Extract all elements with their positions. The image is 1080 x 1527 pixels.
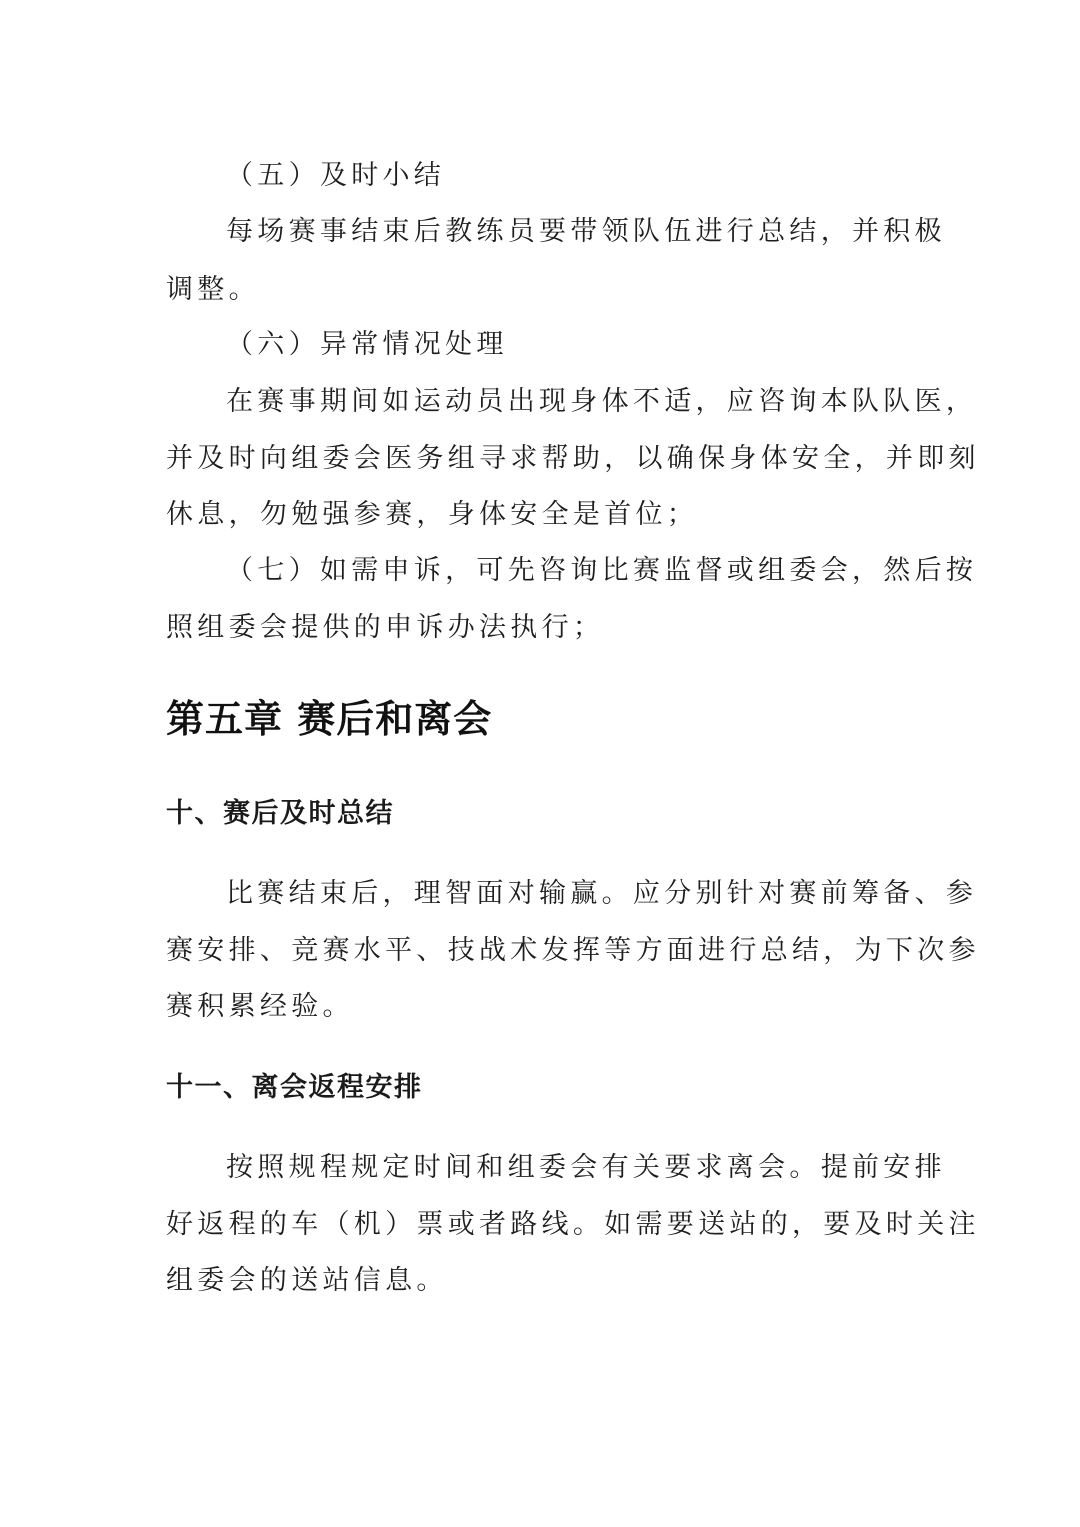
chapter-title: 第五章 赛后和离会 bbox=[166, 697, 493, 741]
paragraph-line: 照组委会提供的申诉办法执行； bbox=[166, 612, 605, 643]
paragraph-line: 并及时向组委会医务组寻求帮助，以确保身体安全，并即刻 bbox=[166, 443, 980, 474]
paragraph-line: 休息，勿勉强参赛，身体安全是首位； bbox=[166, 499, 699, 530]
paragraph-line: 按照规程规定时间和组委会有关要求离会。提前安排 bbox=[226, 1152, 946, 1183]
subsection-title-5: （五）及时小结 bbox=[226, 160, 446, 191]
paragraph-line: 赛安排、竞赛水平、技战术发挥等方面进行总结，为下次参 bbox=[166, 935, 980, 966]
paragraph-line: 调整。 bbox=[166, 274, 260, 305]
paragraph-line: 在赛事期间如运动员出现身体不适，应咨询本队队医， bbox=[226, 386, 978, 417]
paragraph-line: 比赛结束后，理智面对输赢。应分别针对赛前筹备、参 bbox=[226, 878, 978, 909]
paragraph-line: 每场赛事结束后教练员要带领队伍进行总结，并积极 bbox=[226, 216, 946, 247]
section-title-10: 十、赛后及时总结 bbox=[166, 798, 394, 829]
paragraph-line: 组委会的送站信息。 bbox=[166, 1265, 448, 1296]
section-title-11: 十一、离会返程安排 bbox=[166, 1072, 423, 1103]
paragraph-line: 赛积累经验。 bbox=[166, 991, 354, 1022]
subsection-title-6: （六）异常情况处理 bbox=[226, 329, 508, 360]
paragraph-line: 好返程的车（机）票或者路线。如需要送站的，要及时关注 bbox=[166, 1209, 980, 1240]
paragraph-line: （七）如需申诉，可先咨询比赛监督或组委会，然后按 bbox=[226, 555, 978, 586]
